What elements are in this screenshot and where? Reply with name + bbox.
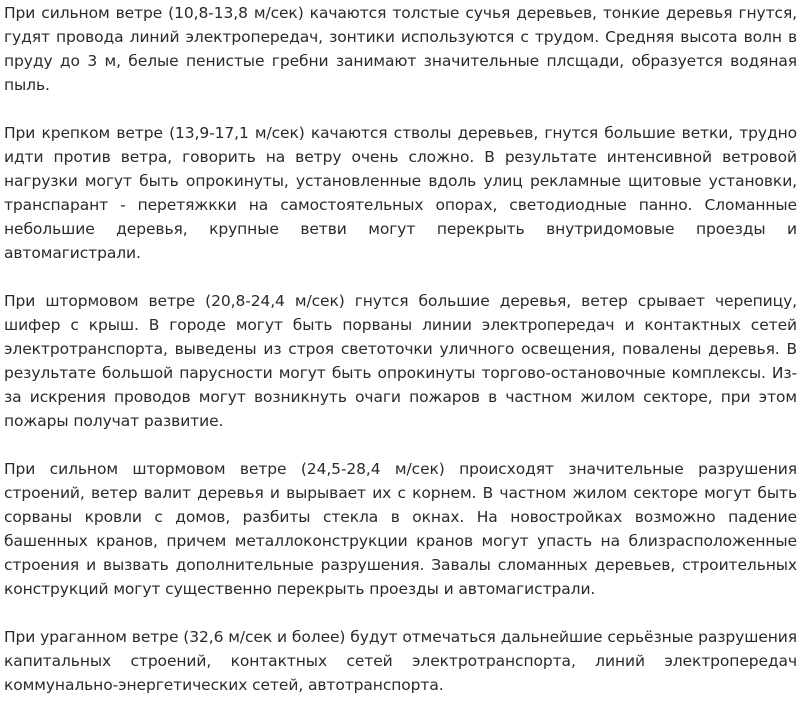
- paragraph-strong-wind: При сильном ветре (10,8-13,8 м/сек) качаются толстые сучья деревьев, тонкие деревья гнутся, гудят провода линий электропередач, зонтики используются с трудом. Средняя высота волн в пруду до 3 м, белые пенистые гребни занимают значительные плсщади, образуется водяная пыль.: [4, 4, 797, 94]
- paragraph-strong-storm-wind: При сильном штормовом ветре (24,5-28,4 м/сек) происходят значительные разрушения строений, ветер валит деревья и вырывает их с корнем. В частном жилом секторе могут быть сорваны кровли с домов, разбиты стекла в окнах. На новостройках возможно падение башенных кранов, причем металлоконструкции кранов могут упасть на близрасположенные строения и вызвать дополнительные разрушения. Завалы сломанных деревьев, строительных конструкций могут существенно перекрыть проезды и автомагистрали.: [4, 460, 797, 598]
- paragraph-fresh-gale: При крепком ветре (13,9-17,1 м/сек) качаются стволы деревьев, гнутся большие ветки, трудно идти против ветра, говорить на ветру очень сложно. В результате интенсивной ветровой нагрузки могут быть опрокинуты, установленные вдоль улиц рекламные щитовые установки, транспарант - перетяжкки на самостоятельных опорах, светодиодные панно. Сломанные небольшие деревья, крупные ветви могут перекрыть внутридомовые проезды и автомагистрали.: [4, 124, 797, 262]
- document-body: [4, 0, 797, 721]
- paragraph-storm-wind: При штормовом ветре (20,8-24,4 м/сек) гнутся большие деревья, ветер срывает черепицу, шифер с крыш. В городе могут быть порваны линии электропередач и контактных сетей электротранспорта, выведены из строя светоточки уличного освещения, повалены деревья. В результате большой парусности могут быть опрокинуты торгово-остановочные комплексы. Из-за искрения проводов могут возникнуть очаги пожаров в частном жилом секторе, при этом пожары получат развитие.: [4, 292, 797, 430]
- paragraph-hurricane-wind: При ураганном ветре (32,6 м/сек и более) будут отмечаться дальнейшие серьёзные разрушения капитальных строений, контактных сетей электротранспорта, линий электропередач коммунально-энергетических сетей, автотранспорта.: [4, 628, 797, 694]
